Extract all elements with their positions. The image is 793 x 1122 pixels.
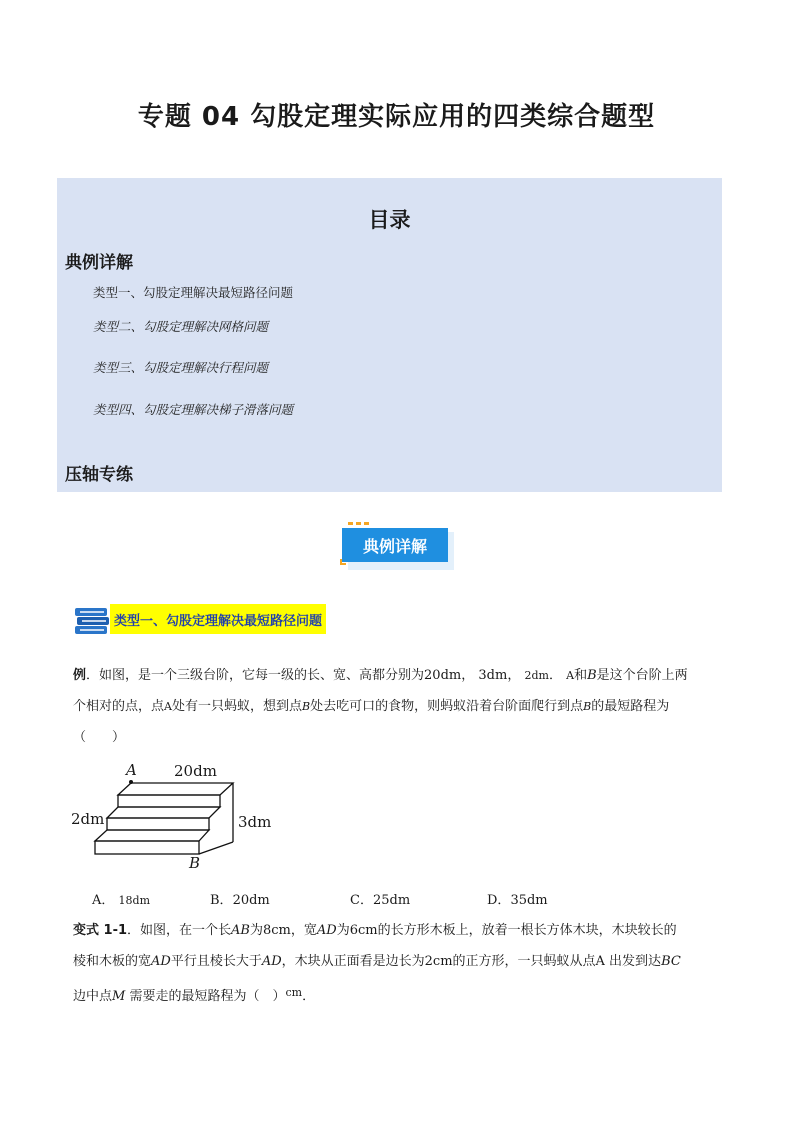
table-of-contents (57, 178, 722, 492)
point-a-marker (129, 780, 133, 784)
variant-line-3: 边中点M 需要走的最短路程为（ ）$^{cm}$． (73, 986, 316, 1004)
toc-item-type3[interactable]: 类型三、勾股定理解决行程问题 (93, 360, 269, 375)
variant-label: 变式 1-1 (73, 923, 128, 938)
variant-line-1: 变式 1-1．如图，在一个长AB为8cm，宽AD为6cm的长方形木板上，放着一根长方体木块，木块较长的 (73, 923, 677, 938)
toc-section-challenge[interactable]: 压轴专练 (65, 465, 133, 485)
banner-corner-mark (340, 559, 346, 565)
example-line-3: （ ） (73, 730, 126, 745)
toc-item-type2[interactable]: 类型二、勾股定理解决网格问题 (93, 319, 269, 334)
banner-dots-decoration (348, 522, 369, 525)
figure-label-height: 2dm (71, 810, 105, 828)
example-label: 例 (73, 668, 87, 683)
staircase-figure (68, 760, 278, 876)
books-icon (74, 602, 114, 638)
document-title: 专题 04 勾股定理实际应用的四类综合题型 (137, 102, 656, 132)
variant-line-2: 棱和木板的宽AD平行且棱长大于AD，木块从正面看是边长为2cm的正方形，一只蚂蚁从点A 出发到达BC (73, 954, 681, 969)
figure-label-b: B (189, 854, 201, 872)
figure-label-a: A (126, 761, 137, 779)
toc-heading: 目录 (368, 208, 411, 232)
choice-a[interactable]: A． 18dm (92, 893, 151, 908)
type1-label: 类型一、勾股定理解决最短路径问题 (110, 604, 326, 634)
example-problem (73, 660, 723, 753)
toc-item-type1[interactable]: 类型一、勾股定理解决最短路径问题 (93, 285, 294, 300)
choice-c[interactable]: C．25dm (350, 893, 411, 908)
toc-item-type4[interactable]: 类型四、勾股定理解决梯子滑落问题 (93, 402, 294, 417)
example-line-1: 例．如图，是一个三级台阶，它每一级的长、宽、高都分别为20dm， 3dm， 2dm． A和B是这个台阶上两 (73, 668, 688, 683)
toc-section-examples[interactable]: 典例详解 (65, 253, 133, 273)
figure-label-width: 3dm (238, 813, 272, 831)
choice-b[interactable]: B．20dm (210, 893, 270, 908)
variant-problem (73, 915, 723, 1012)
section-banner (340, 522, 456, 570)
banner-label: 典例详解 (342, 528, 448, 562)
example-line-2: 个相对的点，点A处有一只蚂蚁，想到点B处去吃可口的食物，则蚂蚁沿着台阶面爬行到点B的最短路程为 (73, 699, 670, 714)
choice-d[interactable]: D．35dm (487, 893, 548, 908)
figure-label-length: 20dm (174, 762, 217, 780)
